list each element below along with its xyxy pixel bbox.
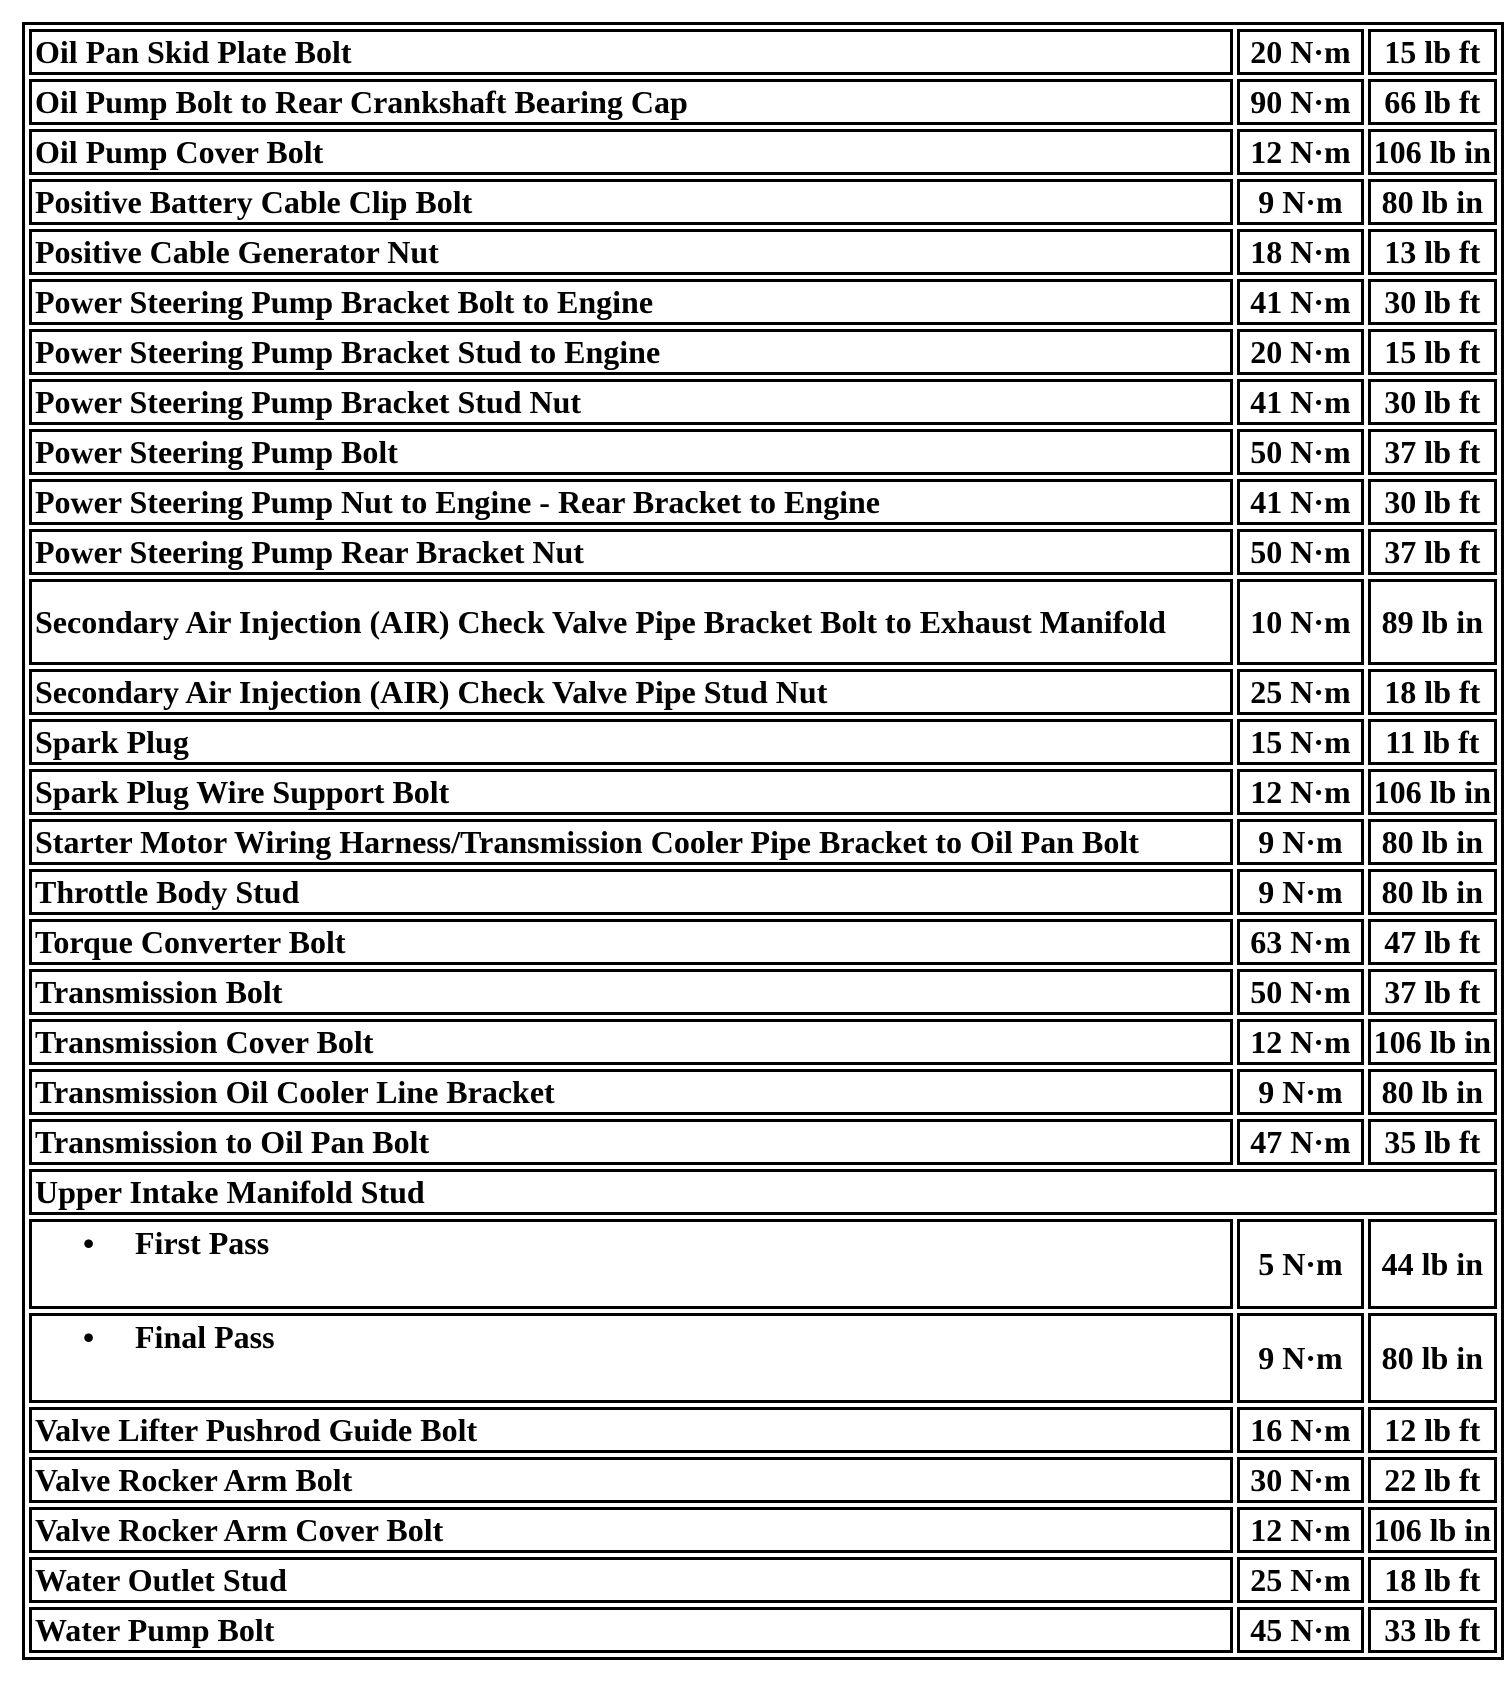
section-item-label: First Pass xyxy=(135,1225,270,1261)
spec-application: Power Steering Pump Rear Bracket Nut xyxy=(29,529,1233,575)
spec-row xyxy=(29,429,1497,475)
spec-metric-value: 25 N·m xyxy=(1237,669,1363,715)
spec-english-value: 80 lb in xyxy=(1368,1313,1497,1403)
section-heading: Upper Intake Manifold Stud xyxy=(29,1169,1497,1215)
spec-application: Positive Cable Generator Nut xyxy=(29,229,1233,275)
spec-row xyxy=(29,819,1497,865)
spec-english-value: 80 lb in xyxy=(1368,869,1497,915)
spec-metric-value: 9 N·m xyxy=(1237,1069,1363,1115)
spec-english-value: 12 lb ft xyxy=(1368,1407,1497,1453)
bullet-line xyxy=(35,1320,1227,1354)
torque-spec-table-body xyxy=(29,29,1497,1653)
spec-english-value: 22 lb ft xyxy=(1368,1457,1497,1503)
spec-metric-value: 9 N·m xyxy=(1237,869,1363,915)
spec-metric-value: 45 N·m xyxy=(1237,1607,1363,1653)
bullet-icon: • xyxy=(83,1319,95,1355)
spec-row xyxy=(29,869,1497,915)
spec-english-value: 11 lb ft xyxy=(1368,719,1497,765)
spec-english-value: 37 lb ft xyxy=(1368,969,1497,1015)
spec-row xyxy=(29,719,1497,765)
spec-metric-value: 50 N·m xyxy=(1237,429,1363,475)
spec-application: Starter Motor Wiring Harness/Transmission Cooler Pipe Bracket to Oil Pan Bolt xyxy=(29,819,1233,865)
spec-metric-value: 16 N·m xyxy=(1237,1407,1363,1453)
spec-row xyxy=(29,769,1497,815)
spec-row xyxy=(29,1557,1497,1603)
spec-metric-value: 10 N·m xyxy=(1237,579,1363,665)
spec-english-value: 18 lb ft xyxy=(1368,1557,1497,1603)
spec-application: Water Outlet Stud xyxy=(29,1557,1233,1603)
spec-application: Valve Rocker Arm Cover Bolt xyxy=(29,1507,1233,1553)
spec-application: Transmission Cover Bolt xyxy=(29,1019,1233,1065)
spec-english-value: 15 lb ft xyxy=(1368,29,1497,75)
spec-application: Transmission Oil Cooler Line Bracket xyxy=(29,1069,1233,1115)
spec-metric-value: 20 N·m xyxy=(1237,329,1363,375)
spec-metric-value: 90 N·m xyxy=(1237,79,1363,125)
section-row xyxy=(29,1169,1497,1215)
spec-application: Valve Lifter Pushrod Guide Bolt xyxy=(29,1407,1233,1453)
spec-english-value: 30 lb ft xyxy=(1368,479,1497,525)
spec-application: Power Steering Pump Bracket Stud to Engine xyxy=(29,329,1233,375)
torque-spec-table xyxy=(22,22,1504,1660)
spec-metric-value: 9 N·m xyxy=(1237,819,1363,865)
spec-english-value: 80 lb in xyxy=(1368,819,1497,865)
spec-english-value: 33 lb ft xyxy=(1368,1607,1497,1653)
spec-english-value: 18 lb ft xyxy=(1368,669,1497,715)
spec-application: Secondary Air Injection (AIR) Check Valve Pipe Stud Nut xyxy=(29,669,1233,715)
spec-metric-value: 41 N·m xyxy=(1237,379,1363,425)
spec-metric-value: 50 N·m xyxy=(1237,529,1363,575)
torque-spec-table-wrapper xyxy=(22,22,1504,1660)
spec-metric-value: 12 N·m xyxy=(1237,129,1363,175)
spec-english-value: 47 lb ft xyxy=(1368,919,1497,965)
spec-application: Oil Pan Skid Plate Bolt xyxy=(29,29,1233,75)
spec-application: Power Steering Pump Bracket Bolt to Engine xyxy=(29,279,1233,325)
spec-row xyxy=(29,1507,1497,1553)
spec-application: Torque Converter Bolt xyxy=(29,919,1233,965)
spec-application: Spark Plug Wire Support Bolt xyxy=(29,769,1233,815)
spec-metric-value: 20 N·m xyxy=(1237,29,1363,75)
spec-english-value: 106 lb in xyxy=(1368,129,1497,175)
spec-row xyxy=(29,379,1497,425)
spec-application: Spark Plug xyxy=(29,719,1233,765)
spec-row xyxy=(29,579,1497,665)
spec-metric-value: 63 N·m xyxy=(1237,919,1363,965)
bullet-icon: • xyxy=(83,1225,95,1261)
spec-english-value: 106 lb in xyxy=(1368,1507,1497,1553)
spec-english-value: 15 lb ft xyxy=(1368,329,1497,375)
spec-row xyxy=(29,329,1497,375)
spec-metric-value: 12 N·m xyxy=(1237,769,1363,815)
spec-metric-value: 50 N·m xyxy=(1237,969,1363,1015)
spec-metric-value: 12 N·m xyxy=(1237,1507,1363,1553)
spec-application: Water Pump Bolt xyxy=(29,1607,1233,1653)
spec-row xyxy=(29,1607,1497,1653)
spec-application: Transmission Bolt xyxy=(29,969,1233,1015)
spec-row xyxy=(29,229,1497,275)
spec-row xyxy=(29,919,1497,965)
spec-metric-value: 18 N·m xyxy=(1237,229,1363,275)
spec-metric-value: 41 N·m xyxy=(1237,479,1363,525)
section-item-row xyxy=(29,1219,1497,1309)
spec-metric-value: 47 N·m xyxy=(1237,1119,1363,1165)
spec-application: Oil Pump Cover Bolt xyxy=(29,129,1233,175)
spec-row xyxy=(29,529,1497,575)
spec-application: Positive Battery Cable Clip Bolt xyxy=(29,179,1233,225)
spec-english-value: 30 lb ft xyxy=(1368,279,1497,325)
spec-english-value: 80 lb in xyxy=(1368,179,1497,225)
spec-row xyxy=(29,1457,1497,1503)
spec-application: Power Steering Pump Bolt xyxy=(29,429,1233,475)
spec-metric-value: 5 N·m xyxy=(1237,1219,1363,1309)
spec-application: Secondary Air Injection (AIR) Check Valve Pipe Bracket Bolt to Exhaust Manifold xyxy=(29,579,1233,665)
spec-english-value: 106 lb in xyxy=(1368,769,1497,815)
spec-application: Valve Rocker Arm Bolt xyxy=(29,1457,1233,1503)
spec-english-value: 35 lb ft xyxy=(1368,1119,1497,1165)
spec-metric-value: 9 N·m xyxy=(1237,1313,1363,1403)
section-item-row xyxy=(29,1313,1497,1403)
spec-row xyxy=(29,1069,1497,1115)
spec-application: Power Steering Pump Nut to Engine - Rear Bracket to Engine xyxy=(29,479,1233,525)
spec-row xyxy=(29,1407,1497,1453)
spec-row xyxy=(29,79,1497,125)
spec-english-value: 37 lb ft xyxy=(1368,429,1497,475)
spec-metric-value: 12 N·m xyxy=(1237,1019,1363,1065)
spec-metric-value: 15 N·m xyxy=(1237,719,1363,765)
spec-english-value: 44 lb in xyxy=(1368,1219,1497,1309)
spec-english-value: 80 lb in xyxy=(1368,1069,1497,1115)
spec-english-value: 30 lb ft xyxy=(1368,379,1497,425)
spec-english-value: 13 lb ft xyxy=(1368,229,1497,275)
spec-metric-value: 25 N·m xyxy=(1237,1557,1363,1603)
spec-english-value: 106 lb in xyxy=(1368,1019,1497,1065)
spec-english-value: 37 lb ft xyxy=(1368,529,1497,575)
spec-english-value: 89 lb in xyxy=(1368,579,1497,665)
spec-english-value: 66 lb ft xyxy=(1368,79,1497,125)
spec-row xyxy=(29,1119,1497,1165)
spec-metric-value: 9 N·m xyxy=(1237,179,1363,225)
spec-application: Power Steering Pump Bracket Stud Nut xyxy=(29,379,1233,425)
spec-row xyxy=(29,479,1497,525)
spec-application: Transmission to Oil Pan Bolt xyxy=(29,1119,1233,1165)
spec-application: Throttle Body Stud xyxy=(29,869,1233,915)
section-item xyxy=(29,1219,1233,1309)
spec-metric-value: 30 N·m xyxy=(1237,1457,1363,1503)
spec-row xyxy=(29,29,1497,75)
spec-row xyxy=(29,279,1497,325)
spec-row xyxy=(29,179,1497,225)
section-item xyxy=(29,1313,1233,1403)
spec-row xyxy=(29,669,1497,715)
spec-application: Oil Pump Bolt to Rear Crankshaft Bearing Cap xyxy=(29,79,1233,125)
section-item-label: Final Pass xyxy=(135,1319,275,1355)
spec-row xyxy=(29,1019,1497,1065)
spec-row xyxy=(29,129,1497,175)
bullet-line xyxy=(35,1226,1227,1260)
spec-row xyxy=(29,969,1497,1015)
spec-metric-value: 41 N·m xyxy=(1237,279,1363,325)
